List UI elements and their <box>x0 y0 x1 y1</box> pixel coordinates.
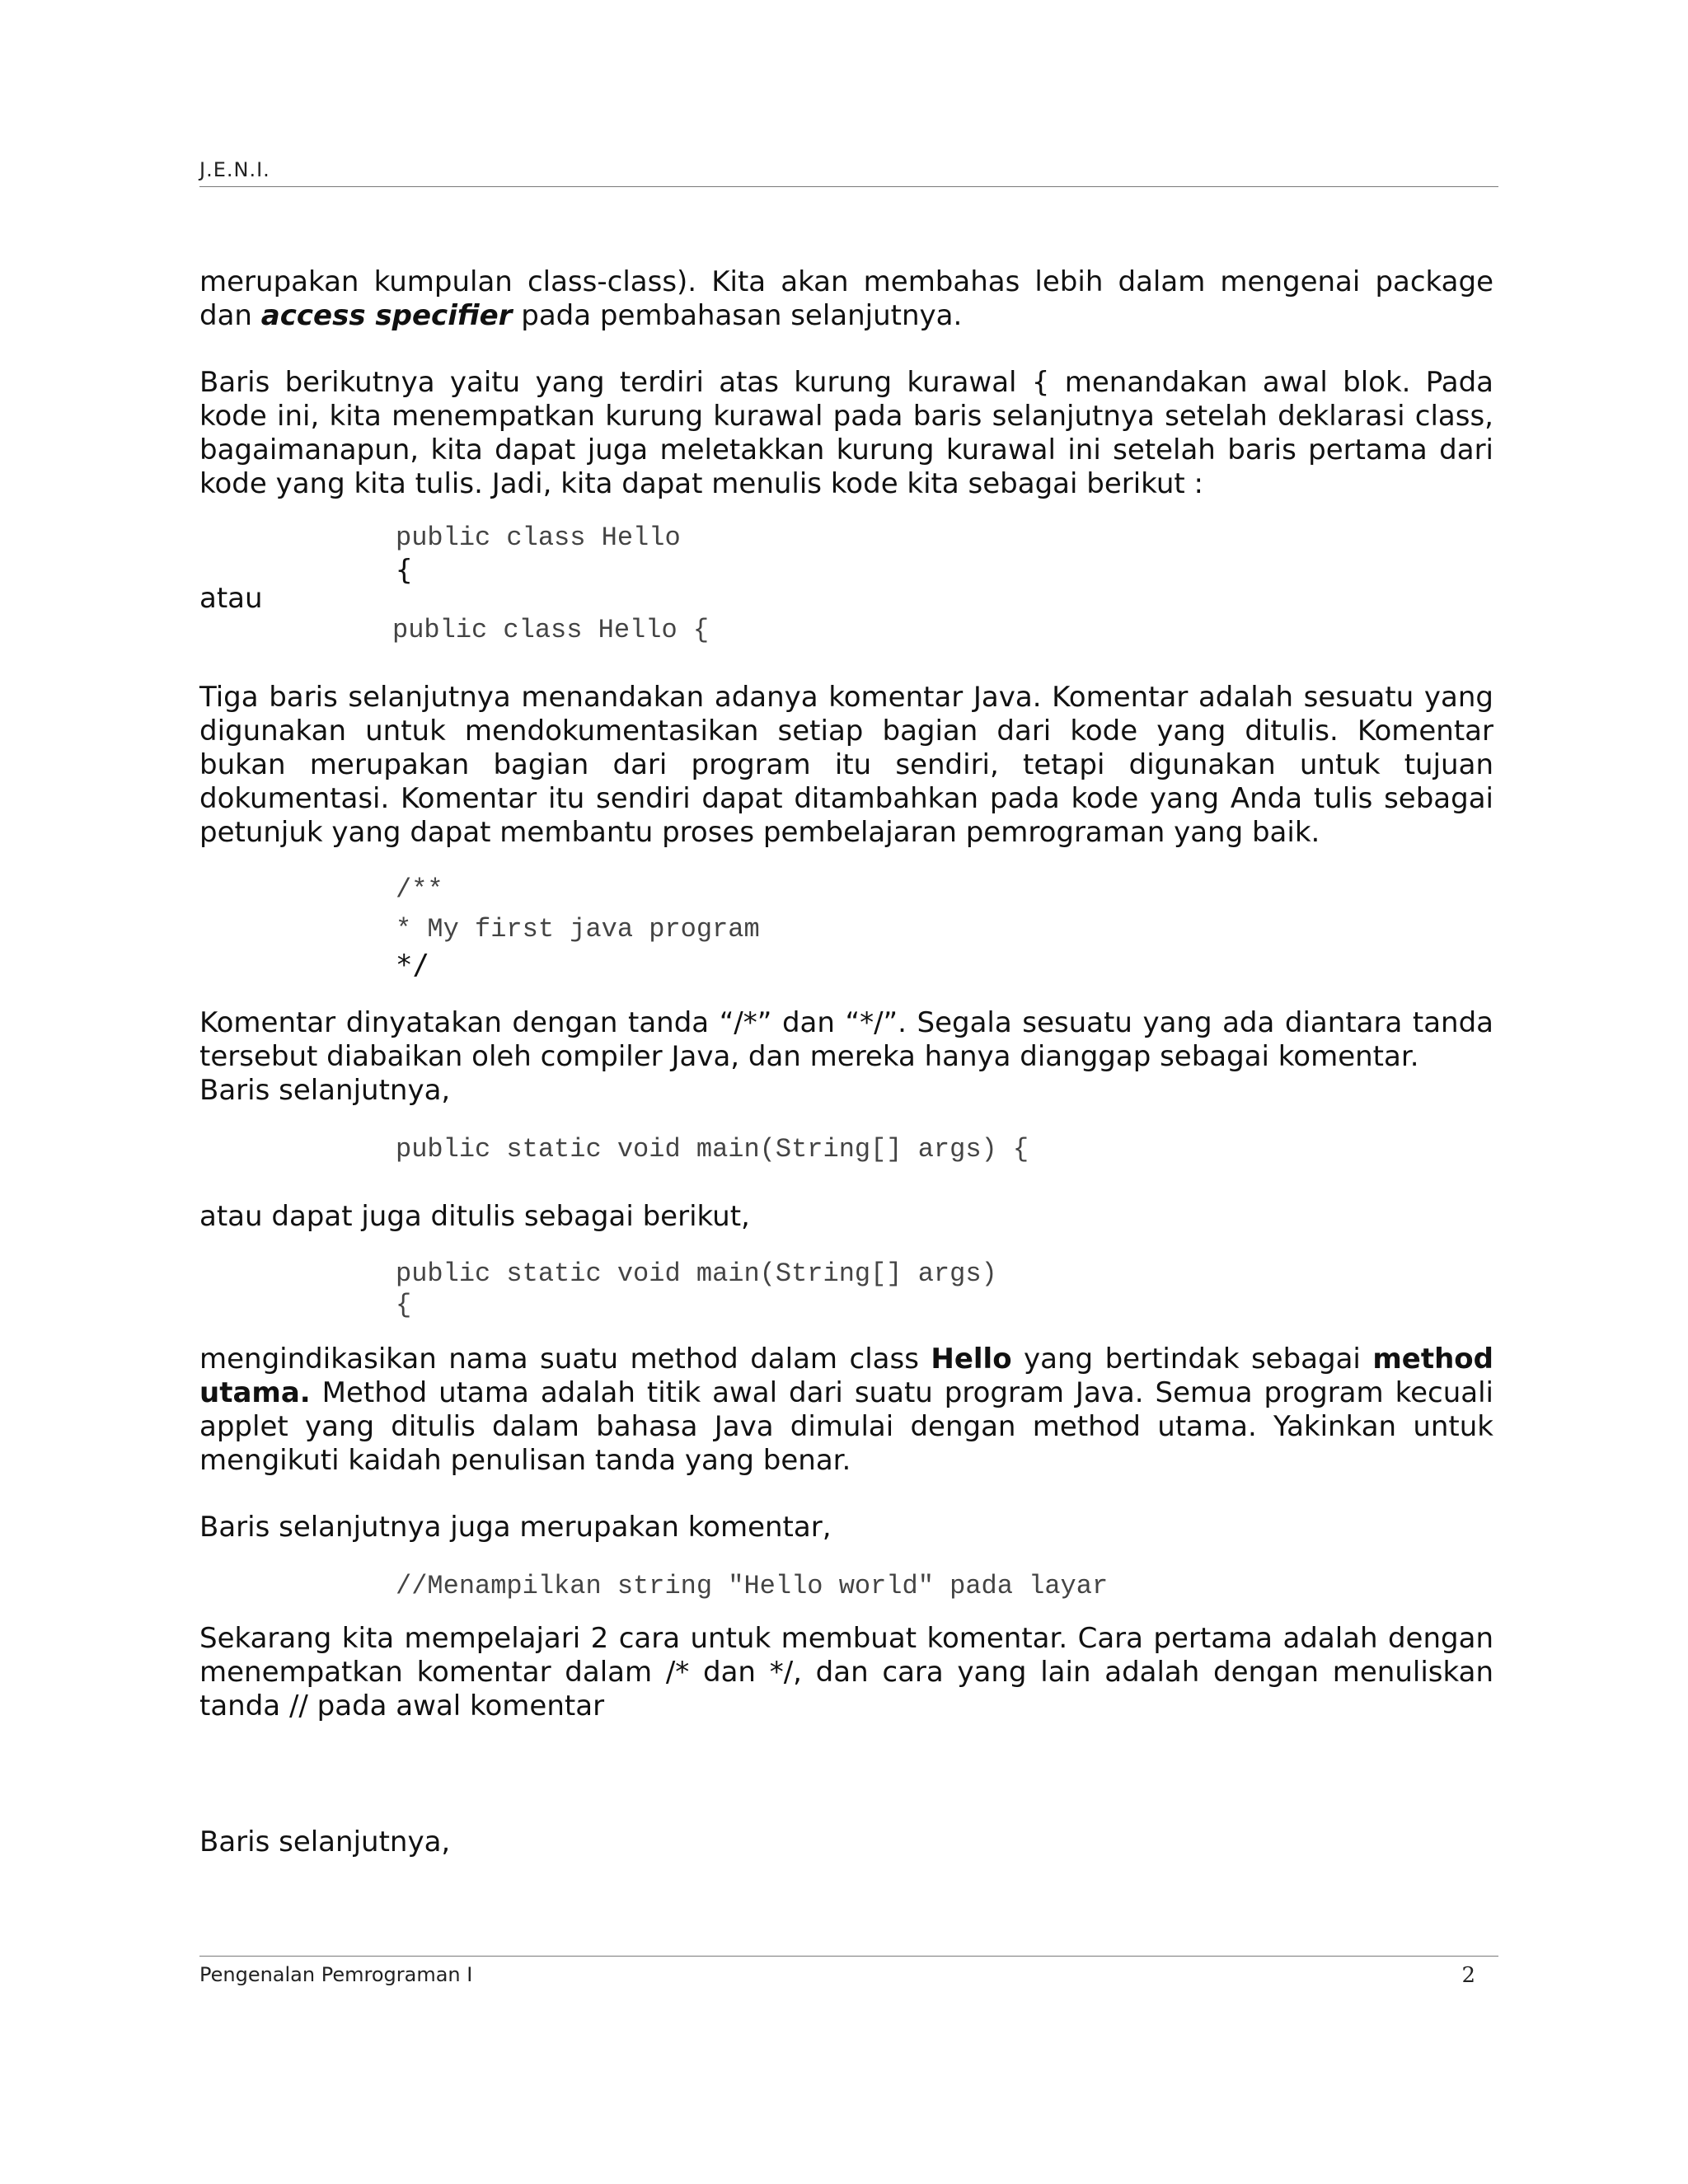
paragraph-text: mengindikasikan nama suatu method dalam class <box>199 1343 931 1376</box>
paragraph-braces: Baris berikutnya yaitu yang terdiri atas kurung kurawal { menandakan awal blok. Pada kode ini, kita menempatkan kurung kurawal pada baris selanjutnya setelah deklarasi class, bagaimanapun, kita dapat juga meletakkan kurung kurawal ini setelah baris pertama dari kode yang kita tulis. Jadi, kita dapat menulis kode kita sebagai berikut : <box>199 366 1493 500</box>
header-title: J.E.N.I. <box>199 158 270 181</box>
atau-label: atau <box>199 582 263 615</box>
code-line: public static void main(String[] args) { <box>396 1134 1029 1165</box>
page-number: 2 <box>1461 1963 1475 1988</box>
page-header <box>199 158 1498 187</box>
paragraph-text: Method utama adalah titik awal dari suatu program Java. Semua program kecuali applet yang ditulis dalam bahasa Java dimulai dengan method utama. Yakinkan untuk mengikuti kaidah penulisan tanda yang benar. <box>199 1376 1493 1477</box>
paragraph-comment-syntax: Komentar dinyatakan dengan tanda “/*” dan “*/”. Segala sesuatu yang ada diantara tanda tersebut diabaikan oleh compiler Java, dan mereka hanya dianggap sebagai komentar. <box>199 1006 1493 1073</box>
paragraph-next-comment: Baris selanjutnya juga merupakan komentar, <box>199 1511 832 1544</box>
emphasis-term: access specifier <box>260 299 513 332</box>
page-footer <box>199 1956 1498 1996</box>
paragraph-main-method <box>199 1343 1493 1478</box>
paragraph-text: yang bertindak sebagai <box>1011 1343 1373 1376</box>
code-line: */ <box>396 949 429 982</box>
code-line: public static void main(String[] args) <box>396 1258 997 1289</box>
code-line: /** <box>396 874 443 905</box>
bold-term: method utama. <box>199 1343 1493 1409</box>
code-line: { <box>396 554 413 587</box>
paragraph-text: pada pembahasan selanjutnya. <box>512 299 963 332</box>
paragraph-next-line: Baris selanjutnya, <box>199 1074 451 1107</box>
paragraph-package <box>199 265 1493 333</box>
bold-term: Hello <box>931 1343 1012 1376</box>
code-line: * My first java program <box>396 914 760 944</box>
paragraph-comment-ways: Sekarang kita mempelajari 2 cara untuk membuat komentar. Cara pertama adalah dengan menempatkan komentar dalam /* dan */, dan cara yang lain adalah dengan menuliskan tanda // pada awal komentar <box>199 1622 1493 1722</box>
paragraph-text: merupakan kumpulan class-class). Kita akan membahas lebih dalam mengenai package dan <box>199 265 1493 332</box>
code-line: public class Hello <box>396 523 681 553</box>
footer-title: Pengenalan Pemrograman I <box>199 1963 473 1986</box>
code-line: //Menampilkan string "Hello world" pada layar <box>396 1571 1109 1601</box>
paragraph-next-line: Baris selanjutnya, <box>199 1825 451 1858</box>
paragraph-comment-intro: Tiga baris selanjutnya menandakan adanya komentar Java. Komentar adalah sesuatu yang digunakan untuk mendokumentasikan setiap bagian dari kode yang ditulis. Komentar bukan merupakan bagian dari program itu sendiri, tetapi digunakan untuk tujuan dokumentasi. Komentar itu sendiri dapat ditambahkan pada kode yang Anda tulis sebagai petunjuk yang dapat membantu proses pembelajaran pemrograman yang baik. <box>199 681 1493 849</box>
code-line: { <box>396 1290 412 1320</box>
paragraph-alternative: atau dapat juga ditulis sebagai berikut, <box>199 1200 750 1233</box>
page-content <box>199 265 1493 1859</box>
code-line: public class Hello { <box>392 615 710 645</box>
